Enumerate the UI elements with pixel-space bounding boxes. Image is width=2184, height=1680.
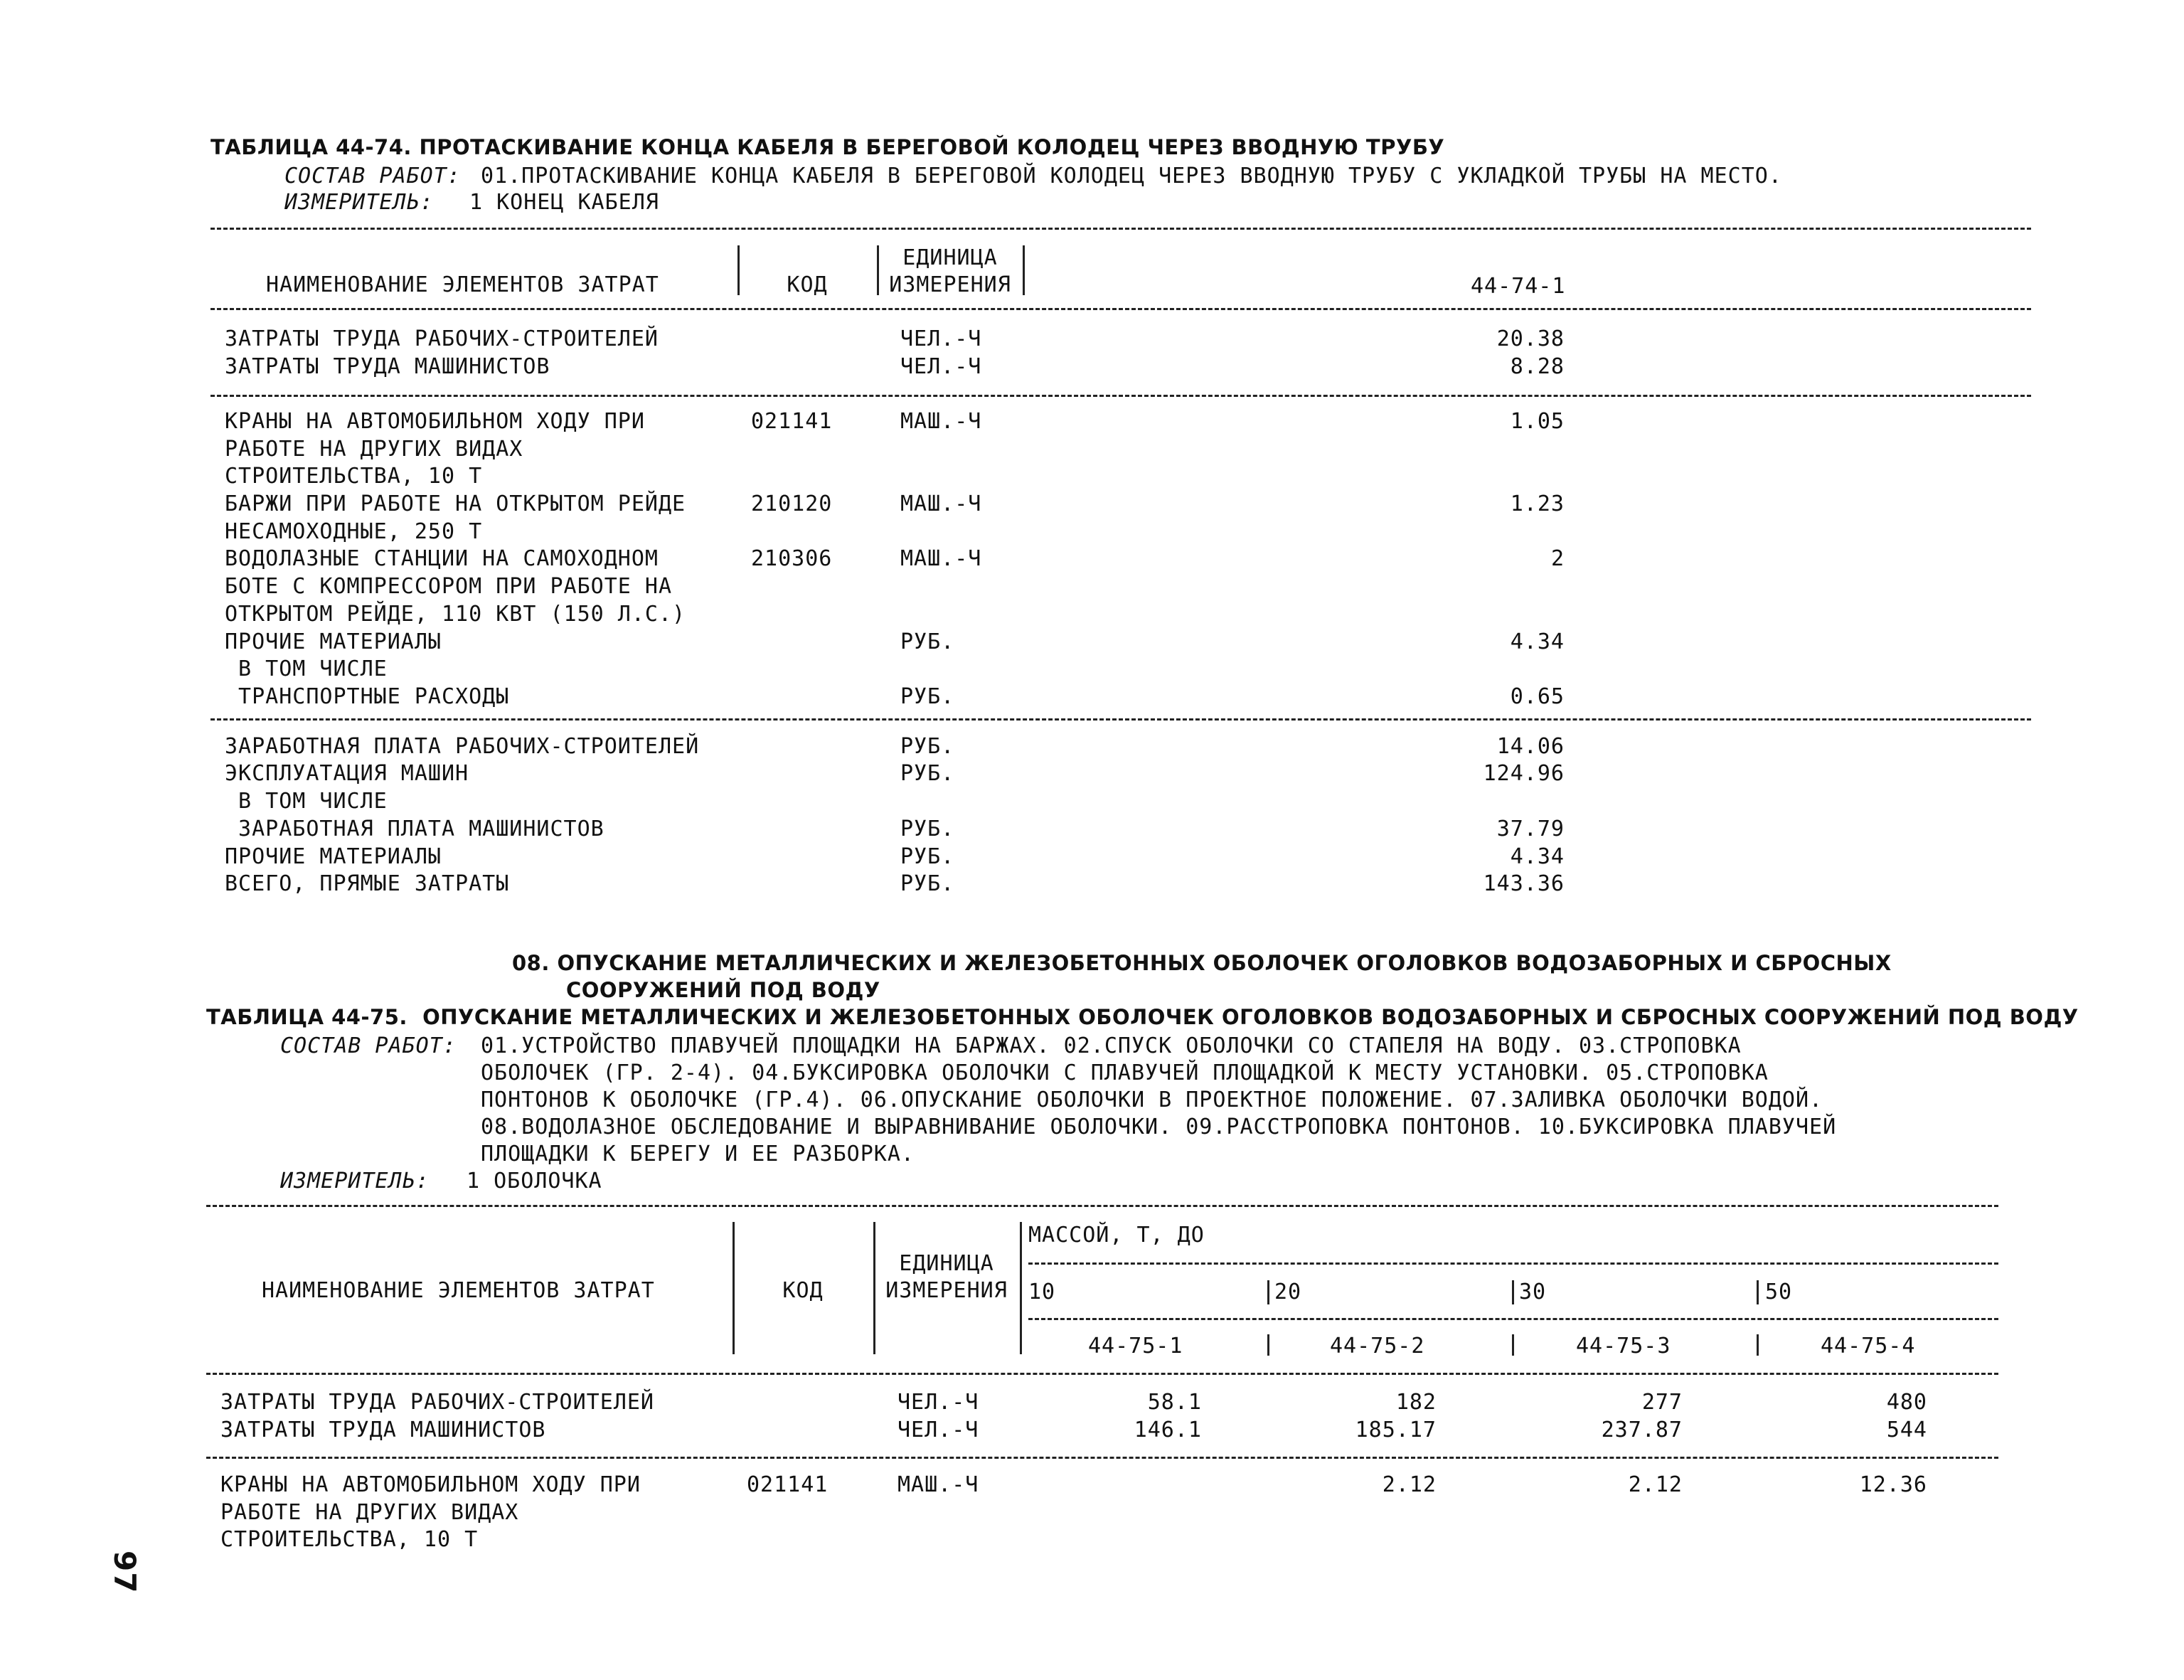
work-composition-label: СОСТАВ РАБОТ: (284, 164, 461, 188)
meter-label: ИЗМЕРИТЕЛЬ: (284, 190, 434, 215)
row-code: 210306 (751, 546, 833, 571)
row-element-name: СТРОИТЕЛЬСТВА, 10 Т (225, 464, 483, 489)
mass-30: 30 (1519, 1280, 1547, 1304)
header-element-name: НАИМЕНОВАНИЕ ЭЛЕМЕНТОВ ЗАТРАТ (262, 1278, 655, 1303)
column-separator (1267, 1280, 1269, 1304)
divider (211, 395, 2031, 397)
row-value-44-74-1: 8.28 (1510, 354, 1565, 379)
row-element-name: ЗАТРАТЫ ТРУДА РАБОЧИХ-СТРОИТЕЛЕЙ (220, 1390, 654, 1415)
row-value-44-75-4: 12.36 (1859, 1472, 1927, 1497)
header-unit-line2: ИЗМЕРЕНИЯ (885, 1278, 1008, 1303)
row-value-44-75-4: 544 (1886, 1418, 1927, 1442)
mass-50: 50 (1765, 1280, 1793, 1304)
row-unit: МАШ.-Ч (900, 409, 982, 434)
row-unit: РУБ. (900, 871, 955, 896)
work-composition-line: 01.УСТРОЙСТВО ПЛАВУЧЕЙ ПЛОЩАДКИ НА БАРЖАХ. 02.СПУСК ОБОЛОЧКИ СО СТАПЕЛЯ НА ВОДУ. 03.СТРОПОВКА (481, 1033, 1742, 1058)
row-unit: МАШ.-Ч (900, 546, 982, 571)
header-col-44-74-1: 44-74-1 (1471, 274, 1566, 299)
work-composition-label: СОСТАВ РАБОТ: (280, 1033, 457, 1058)
row-value-44-74-1: 4.34 (1510, 844, 1565, 869)
column-separator (1757, 1280, 1759, 1304)
meter-text: 1 ОБОЛОЧКА (467, 1169, 602, 1193)
row-value-44-75-2: 182 (1395, 1390, 1437, 1415)
row-unit: МАШ.-Ч (897, 1472, 979, 1497)
column-separator (1757, 1334, 1759, 1356)
header-unit-line1: ЕДИНИЦА (899, 1251, 994, 1276)
row-unit: ЧЕЛ.-Ч (897, 1418, 979, 1442)
divider (211, 228, 2031, 230)
page-number: 97 (107, 1551, 142, 1594)
header-col-44-75-4: 44-75-4 (1821, 1334, 1916, 1359)
column-separator (1020, 1222, 1022, 1354)
row-element-name: ВСЕГО, ПРЯМЫЕ ЗАТРАТЫ (225, 871, 510, 896)
row-element-name: ЗАРАБОТНАЯ ПЛАТА МАШИНИСТОВ (225, 817, 604, 841)
row-element-name: ВОДОЛАЗНЫЕ СТАНЦИИ НА САМОХОДНОМ (225, 546, 659, 571)
row-unit: РУБ. (900, 684, 955, 709)
row-unit: МАШ.-Ч (900, 491, 982, 516)
row-value-44-75-2: 2.12 (1382, 1472, 1437, 1497)
row-code: 210120 (751, 491, 833, 516)
row-value-44-74-1: 0.65 (1510, 684, 1565, 709)
column-separator (1512, 1334, 1514, 1356)
row-value-44-74-1: 124.96 (1483, 761, 1565, 786)
divider (206, 1205, 1998, 1207)
work-composition-line: ОБОЛОЧЕК (ГР. 2-4). 04.БУКСИРОВКА ОБОЛОЧКИ С ПЛАВУЧЕЙ ПЛОЩАДКОЙ К МЕСТУ УСТАНОВКИ. 05.СТРОПОВКА (481, 1060, 1769, 1085)
divider (206, 1373, 1998, 1375)
row-value-44-74-1: 2 (1550, 546, 1565, 571)
row-value-44-75-1: 58.1 (1147, 1390, 1202, 1415)
header-col-44-75-3: 44-75-3 (1576, 1334, 1671, 1359)
row-unit: ЧЕЛ.-Ч (900, 354, 982, 379)
row-value-44-75-3: 2.12 (1628, 1472, 1683, 1497)
row-element-name: В ТОМ ЧИСЛЕ (225, 789, 388, 814)
header-code: КОД (782, 1278, 824, 1303)
row-unit: РУБ. (900, 734, 955, 759)
row-code: 021141 (751, 409, 833, 434)
divider (1028, 1318, 1998, 1320)
row-element-name: ПРОЧИЕ МАТЕРИАЛЫ (225, 629, 442, 654)
row-value-44-75-3: 277 (1641, 1390, 1683, 1415)
row-unit: РУБ. (900, 817, 955, 841)
row-value-44-75-2: 185.17 (1355, 1418, 1437, 1442)
row-element-name: ПРОЧИЕ МАТЕРИАЛЫ (225, 844, 442, 869)
divider (1028, 1262, 1998, 1265)
header-col-44-75-1: 44-75-1 (1088, 1334, 1183, 1359)
row-unit: ЧЕЛ.-Ч (897, 1390, 979, 1415)
header-unit-line1: ЕДИНИЦА (902, 245, 998, 270)
row-element-name: БАРЖИ ПРИ РАБОТЕ НА ОТКРЫТОМ РЕЙДЕ (225, 491, 686, 516)
row-element-name: КРАНЫ НА АВТОМОБИЛЬНОМ ХОДУ ПРИ (225, 409, 645, 434)
row-value-44-74-1: 37.79 (1496, 817, 1565, 841)
row-element-name: СТРОИТЕЛЬСТВА, 10 Т (220, 1527, 479, 1552)
header-col-44-75-2: 44-75-2 (1330, 1334, 1425, 1359)
row-value-44-75-4: 480 (1886, 1390, 1927, 1415)
row-element-name: ЗАТРАТЫ ТРУДА РАБОЧИХ-СТРОИТЕЛЕЙ (225, 326, 659, 351)
meter-label: ИЗМЕРИТЕЛЬ: (280, 1169, 430, 1193)
section-08-heading-line2: СООРУЖЕНИЙ ПОД ВОДУ (566, 978, 880, 1002)
header-element-name: НАИМЕНОВАНИЕ ЭЛЕМЕНТОВ ЗАТРАТ (266, 272, 659, 297)
row-element-name: ЭКСПЛУАТАЦИЯ МАШИН (225, 761, 469, 786)
row-value-44-74-1: 4.34 (1510, 629, 1565, 654)
row-element-name: ЗАРАБОТНАЯ ПЛАТА РАБОЧИХ-СТРОИТЕЛЕЙ (225, 734, 700, 759)
column-separator (1512, 1280, 1514, 1304)
row-value-44-75-1: 146.1 (1134, 1418, 1202, 1442)
row-unit: РУБ. (900, 629, 955, 654)
divider (211, 718, 2031, 721)
table-44-75-title: ТАБЛИЦА 44-75. ОПУСКАНИЕ МЕТАЛЛИЧЕСКИХ И ЖЕЛЕЗОБЕТОННЫХ ОБОЛОЧЕК ОГОЛОВКОВ ВОДОЗАБОРНЫХ И СБРОСНЫХ СООРУЖЕНИЙ ПОД ВОДУ (206, 1005, 2079, 1029)
row-unit: РУБ. (900, 844, 955, 869)
table-44-74-title: ТАБЛИЦА 44-74. ПРОТАСКИВАНИЕ КОНЦА КАБЕЛЯ В БЕРЕГОВОЙ КОЛОДЕЦ ЧЕРЕЗ ВВОДНУЮ ТРУБУ (211, 135, 1445, 159)
work-composition-line: ПОНТОНОВ К ОБОЛОЧКЕ (ГР.4). 06.ОПУСКАНИЕ ОБОЛОЧКИ В ПРОЕКТНОЕ ПОЛОЖЕНИЕ. 07.ЗАЛИВКА ОБОЛОЧКИ ВОДОЙ. (481, 1088, 1823, 1112)
divider (206, 1457, 1998, 1459)
row-element-name: РАБОТЕ НА ДРУГИХ ВИДАХ (220, 1500, 519, 1525)
row-unit: ЧЕЛ.-Ч (900, 326, 982, 351)
mass-20: 20 (1274, 1280, 1302, 1304)
row-value-44-74-1: 20.38 (1496, 326, 1565, 351)
row-value-44-74-1: 14.06 (1496, 734, 1565, 759)
work-composition-text: 01.ПРОТАСКИВАНИЕ КОНЦА КАБЕЛЯ В БЕРЕГОВОЙ КОЛОДЕЦ ЧЕРЕЗ ВВОДНУЮ ТРУБУ С УКЛАДКОЙ ТРУБЫ НА МЕСТО. (481, 164, 1782, 188)
row-element-name: ТРАНСПОРТНЫЕ РАСХОДЫ (225, 684, 510, 709)
mass-10: 10 (1028, 1280, 1056, 1304)
header-mass: МАССОЙ, Т, ДО (1028, 1223, 1205, 1248)
row-element-name: В ТОМ ЧИСЛЕ (225, 656, 388, 681)
row-value-44-74-1: 1.05 (1510, 409, 1565, 434)
row-element-name: ЗАТРАТЫ ТРУДА МАШИНИСТОВ (225, 354, 550, 379)
meter-text: 1 КОНЕЦ КАБЕЛЯ (469, 190, 659, 215)
row-value-44-74-1: 1.23 (1510, 491, 1565, 516)
column-separator (1023, 245, 1025, 295)
header-unit-line2: ИЗМЕРЕНИЯ (889, 272, 1011, 297)
column-separator (1267, 1334, 1269, 1356)
row-element-name: ЗАТРАТЫ ТРУДА МАШИНИСТОВ (220, 1418, 546, 1442)
row-element-name: БОТЕ С КОМПРЕССОРОМ ПРИ РАБОТЕ НА (225, 574, 673, 599)
row-element-name: ОТКРЫТОМ РЕЙДЕ, 110 КВТ (150 Л.С.) (225, 602, 686, 627)
row-code: 021141 (747, 1472, 829, 1497)
row-unit: РУБ. (900, 761, 955, 786)
work-composition-line: ПЛОЩАДКИ К БЕРЕГУ И ЕЕ РАЗБОРКА. (481, 1142, 915, 1166)
divider (211, 308, 2031, 310)
row-element-name: НЕСАМОХОДНЫЕ, 250 Т (225, 519, 483, 544)
row-element-name: КРАНЫ НА АВТОМОБИЛЬНОМ ХОДУ ПРИ (220, 1472, 641, 1497)
work-composition-line: 08.ВОДОЛАЗНОЕ ОБСЛЕДОВАНИЕ И ВЫРАВНИВАНИЕ ОБОЛОЧКИ. 09.РАССТРОПОВКА ПОНТОНОВ. 10.БУКСИРОВКА ПЛАВУЧЕЙ (481, 1115, 1837, 1139)
section-08-heading-line1: 08. ОПУСКАНИЕ МЕТАЛЛИЧЕСКИХ И ЖЕЛЕЗОБЕТОННЫХ ОБОЛОЧЕК ОГОЛОВКОВ ВОДОЗАБОРНЫХ И СБРОСНЫХ (512, 951, 1892, 975)
row-value-44-74-1: 143.36 (1483, 871, 1565, 896)
header-code: КОД (787, 272, 828, 297)
row-value-44-75-3: 237.87 (1601, 1418, 1683, 1442)
row-element-name: РАБОТЕ НА ДРУГИХ ВИДАХ (225, 437, 523, 462)
